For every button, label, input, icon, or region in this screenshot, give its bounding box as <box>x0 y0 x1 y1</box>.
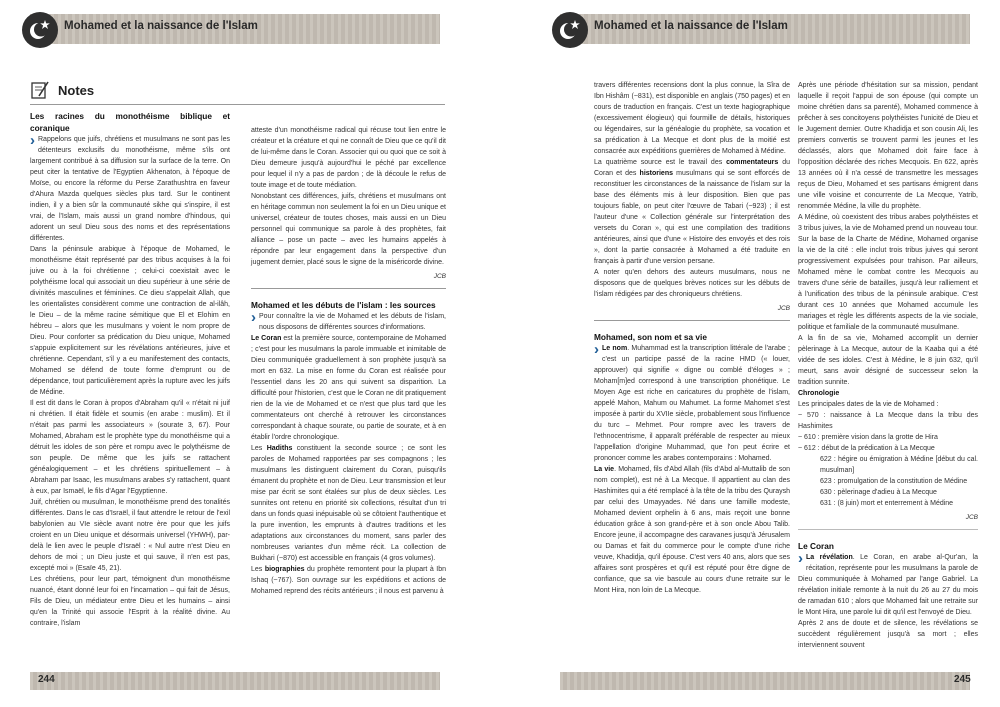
paragraph: Après une période d'hésitation sur sa mission, pendant laquelle il reçoit l'appui de son épouse (qui compte un moine chrétien dans sa parenté), Mohamed commence à prêcher à ses concitoyens polythéistes l'unicité de Dieu et le Jugement dernier. Outre Khadidja et son cousin Ali, les premiers convertis se trouvent parmi les jeunes et les déclassés, alors que Mohamed doit faire face à l'opposition déclarée des riches Mecquois. En 622, après 13 années où il n'a cessé de transmettre les messages reçus de Dieu, Mohamed et ses partisans émigrent dans une ville voisine et concurrente de La Mecque, Yatrib, renommée Médine, la ville du prophète. <box>798 82 978 210</box>
header-title: Mohamed et la naissance de l'Islam <box>64 20 258 32</box>
chronology-title: Chronologie <box>798 390 840 397</box>
list-item: ~ 570 : naissance à La Mecque dans la tribu des Hashimites <box>798 412 978 430</box>
term-bold: La révélation <box>806 554 853 561</box>
section-divider <box>251 288 446 289</box>
footer-band <box>560 672 970 690</box>
chevron-right-icon: › <box>594 341 599 358</box>
term-bold: historiens <box>639 170 673 177</box>
section-heading: Mohamed et les débuts de l'islam : les sources <box>251 300 436 310</box>
section-heading: Les racines du monothéisme biblique et coranique <box>30 111 230 133</box>
paragraph: A la fin de sa vie, Mohamed accomplit un dernier pèlerinage à La Mecque, autour de la Kaaba qui a été vidée de ses idoles. C'est à Médine, le 8 juin 632, qu'il meurt, sans avoir désigné de successeur selon la tradition sunnite. <box>798 335 978 386</box>
list-item: ~ 610 : première vision dans la grotte de Hira <box>798 434 938 441</box>
paragraph: constituent la seconde source ; ce sont les paroles de Mohamed rapportées par ses compagnons ; les musulmans les distinguent clairement du Coran, puisqu'ils émanent du prophète et non de Dieu. Leur transmission et leur mise par écrit se sont étalées sur plus de deux siècles. Les sunnites ont retenu en priorité six collections, résultat d'un tri dans un fonds quasi inépuisable où se côtoient l'authentique et la pure invention, les emprunts à d'autres traditions et les adaptations aux circonstances du moment, sans parler des nombreuses variantes d'un même récit. La collection de Bukhari (~870) est accessible en français (4 gros volumes). <box>251 445 446 562</box>
author-signature: JCB <box>777 305 790 312</box>
page-number: 245 <box>954 674 971 685</box>
section-divider <box>798 529 978 530</box>
term-bold: La vie <box>594 466 615 473</box>
paragraph: est la première source, contemporaine de Mohamed ; c'est pour les musulmans la parole immuable et inimitable de Dieu communiquée graduellement à son prophète jusqu'à sa mort en 632. La mise en forme du Coran est réalisée pour l'essentiel dans les 20 ans qui suivent sa disparition. La difficulté pour l'historien, c'est que le Coran ne dit pratiquement rien de la vie de Mohamed et ce n'est que plus tard que les commentateurs ont cherché à retrouver les circonstances correspondant à chaque sourate, ou partie de sourate, et à en établir l'ordre chronologique. <box>251 335 446 441</box>
paragraph: Les <box>251 566 265 573</box>
paragraph: du prophète remontent pour la plupart à Ibn Ishaq (~767). Son ouvrage sur les expéditions et actions de Mohamed reprend des récits antérieurs ; il nous est parvenu à <box>251 566 447 595</box>
header-title: Mohamed et la naissance de l'Islam <box>594 20 788 32</box>
left-column-2 <box>251 125 446 597</box>
paragraph: Juif, chrétien ou musulman, le monothéisme prend des tonalités différentes. Dans le cas d'Israël, il faut attendre le retour de l'exil babylonien au VIe siècle avant notre ère pour que les juifs croient en un Dieu unique et désormais universel (YHWH), par-delà le lien avec le peuple d'Israël : « Nul autre n'est Dieu en dehors de moi ; un Dieu juste et qui sauve, il n'en est pas, excepté moi » (Esaïe 45, 21). <box>30 499 230 572</box>
crescent-star-icon <box>22 12 58 48</box>
chronology-list <box>798 410 978 509</box>
page-number: 244 <box>38 674 55 685</box>
term-bold: biographies <box>264 566 305 573</box>
list-item: ~ 612 : début de la prédication à La Mecque <box>798 445 935 452</box>
chevron-right-icon: › <box>30 132 35 149</box>
paragraph: du Coran et des <box>594 159 790 177</box>
notepad-pencil-icon <box>30 80 50 100</box>
crescent-star-icon <box>552 12 588 48</box>
list-item: 631 : (8 juin) mort et enterrement à Médine <box>820 500 954 507</box>
right-column-1 <box>594 80 790 596</box>
paragraph: Pour connaître la vie de Mohamed et les débuts de l'islam, nous disposons de différentes sources d'informations. <box>259 313 446 331</box>
notes-header <box>30 80 94 100</box>
paragraph: . Mohamed, fils d'Abd Allah (fils d'Abd al-Muttalib de son nom complet), est né à La Mecque. Il appartient au clan des Hashimites qui a été remplacé à la tête de la tribu des Quraysh par celui des Umayyades. Né dans une famille modeste, Mohamed devient orphelin à 6 ans, mais reçoit une bonne éducation grâce à son grand-père et à son oncle Abou Talib. Encore jeune, il accompagne des caravanes jusqu'à Jérusalem ou Damas et fait du commerce pour le compte d'une riche veuve, Khadidja, qu'il épouse. C'est vers 40 ans, alors que ses affaires sont prospères et qu'il est réputé pour être digne de confiance, que sa vie bascule au cours d'une retraite sur le Mont Hira, non loin de La Mecque. <box>594 466 790 594</box>
chevron-right-icon: › <box>798 550 803 567</box>
author-signature: JCB <box>433 273 446 280</box>
term-bold: Hadiths <box>266 445 293 452</box>
list-item: 623 : promulgation de la constitution de Médine <box>820 478 968 485</box>
paragraph: . Muhammad est la transcription littérale de l'arabe ; c'est un participe passé de la racine HMD (« louer, approuver) qui signifie « digne ou comblé d'éloges » ; Moham[m]ed correspond à une transcription phonétique. Le Moyen Age est riche en caricatures du prophète de l'islam, appelé Mahon, Mahum ou Mahumet. La forme Mahomet s'est imposée à partir du XVIIe siècle, probablement sous l'influence du turc – Mehmet. Pour rompre avec les travers de l'ethnocentrisme, il apparaît préférable de respecter au mieux l'appellation d'origine Muhammad, que l'on peut écrire et prononcer comme les arabes contemporains : Mohamed. <box>594 345 791 462</box>
right-column-2 <box>798 80 978 651</box>
paragraph: Les principales dates de la vie de Mohamed : <box>798 401 939 408</box>
section-heading: Mohamed, son nom et sa vie <box>594 332 707 342</box>
paragraph: Nonobstant ces différences, juifs, chrétiens et musulmans ont en héritage commun non seulement la foi en un Dieu unique et universel, créateur de toutes choses, mais aussi en un Dieu personnel qui communique sa parole à des prophètes, fait alliance – pose un pacte – avec les humains appelés à répondre par leur engagement dans la perspective d'un jugement dernier, placé sous le signe de la miséricorde divine. <box>251 193 446 266</box>
term-bold: commentateurs <box>726 159 779 166</box>
notes-divider <box>30 104 445 105</box>
paragraph: A Médine, où coexistent des tribus arabes polythéistes et 3 tribus juives, la vie de Mohamed prend un nouveau tour. Sur la base de la Charte de Médine, Mohamed organise la vie de la cité : elle inclut trois tribus juives qui seront progressivement expulsées pour trahison. Par ailleurs, Mohamed mène le combat contre les Mecquois au travers d'une série de batailles, jusqu'à leur ralliement et à l'unification des tribus de la péninsule arabique. C'est durant ces 10 années que Mohamed accumule les mariages et règle les différents aspects de la vie sociale, politique et familiale de la communauté musulmane. <box>798 214 978 331</box>
paragraph: musulmans qui se sont efforcés de reconstituer les circonstances de la naissance de l'islam sur la base des éléments mis à leur disposition. Bien que pas toujours fiable, on peut citer l'œuvre de Tabari (~923) ; il est l'auteur d'une « Collection générale sur l'interprétation des versets du Coran », qui est une compilation des traditions antérieures, ainsi que d'une « Histoire des envoyés et des rois », dont la partie consacrée à Mohamed a été traduite en français à partir d'une version persane. <box>594 170 791 265</box>
author-signature: JCB <box>965 514 978 521</box>
paragraph: A noter qu'en dehors des auteurs musulmans, nous ne disposons que de quelques brèves notices sur les débuts de l'islam rédigées par des chroniqueurs chrétiens. <box>594 269 790 298</box>
left-column-1 <box>30 110 230 629</box>
term-bold: Le Coran <box>251 335 282 342</box>
paragraph: Rappelons que juifs, chrétiens et musulmans ne sont pas les détenteurs exclusifs du monothéisme, même s'ils ont largement contribué à sa diffusion sur la surface de la terre. On peut citer la tentative de l'Egyptien Akhenaton, à l'époque de Moïse, ou encore la réforme du Perse Zarathushtra en faveur d'Ahura Mazda quelques siècles plus tard. Sur le continent indien, il y a bien sûr la communauté sikhe qui s'inspire, il est vrai, de l'Islam, mais aussi un grand nombre d'hindous, qui adorent un seul Dieu sous des noms et des représentations différentes. <box>30 136 230 242</box>
paragraph: Après 2 ans de doute et de silence, les révélations se succèdent régulièrement jusqu'à sa mort ; elles interviennent souvent <box>798 620 978 649</box>
section-heading: Le Coran <box>798 541 834 551</box>
page-right <box>500 0 1000 707</box>
paragraph: atteste d'un monothéisme radical qui récuse tout lien entre le créateur et la créature et qui ne connaît de Dieu que ce qu'il dit de lui-même dans le Coran. Associer qui ou quoi que ce soit à Dieu demeure jusqu'à aujourd'hui le péché par excellence pour lequel il n'y a pas de pardon ; de là découle le refus de toute image et de toute médiation. <box>251 127 446 189</box>
section-divider <box>594 320 790 321</box>
notes-title: Notes <box>58 82 95 98</box>
paragraph: Les <box>251 445 267 452</box>
term-bold: Le nom <box>602 345 628 352</box>
paragraph: . Le Coran, en arabe al-Qur'an, la récitation, représente pour les musulmans la parole de Dieu communiquée à Mohamed par l'ange Gabriel. La révélation initiale remonte à la nuit du 26 au 27 du mois de ramadan 610 ; alors que Mohamed fait une retraite sur le Mont Hira, une parole lui dit qu'il est l'envoyé de Dieu. <box>798 554 978 616</box>
paragraph: travers différentes recensions dont la plus connue, la Sîra de Ibn Hishâm (~831), est disponible en anglais (750 pages) et en cours de traduction en français. C'est un texte hagiographique (excessivement élogieux) qui fourmille de détails, historiques ou légendaires, sur la généalogie du prophète, sa vocation et sa prédication à La Mecque et dont plus de la moitié est consacrée aux expéditions guerrières de Mohamed à Médine. <box>594 82 790 155</box>
paragraph: Les chrétiens, pour leur part, témoignent d'un monothéisme nuancé, étant donné leur foi en l'incarnation – qui fait de Jésus, Fils de Dieu, un médiateur entre Dieu et les humains – ainsi qu'en la Trinité qui associe l'Esprit à la réalité divine. Au contraire, l'islam <box>30 576 230 627</box>
paragraph: Il est dit dans le Coran à propos d'Abraham qu'il « n'était ni juif ni chrétien. Il était fidèle et soumis (en arabe : muslim). Et il n'était pas parmi les associateurs » (sourate 3, 67). Pour Mohamed, Abraham est le prophète type du monothéisme qui a détruit les idoles de son père et rompu avec le polythéisme de son peuple. De même que les juifs se rattachent généalogiquement – et les chrétiens spirituellement – à Abraham par Isaac, les musulmans arabes s'y rattachent, quant à eux, par Ismaël, le fils d'Agar l'Egyptienne. <box>30 400 230 495</box>
footer-band <box>30 672 440 690</box>
list-item: 630 : pèlerinage d'adieu à La Mecque <box>820 489 937 496</box>
paragraph: La quatrième source est le travail des <box>594 159 727 166</box>
paragraph: Dans la péninsule arabique à l'époque de Mohamed, le monothéisme était représenté par des tribus acquises à la foi juive ou à la foi chrétienne ; celui-ci coexistait avec le polythéisme local qui associait un dieu supérieur à une série de divinités masculines et féminines. Ce dieu s'appelait Allah, que les orientalistes considèrent comme une contraction de al-ilâh, le Dieu – de la même racine sémitique que El et Elohim en hébreu – alors que les musulmans y voient le nom propre de Dieu. Pour conforter sa prédication du Dieu unique, Mohamed s'appuie explicitement sur les révélations antérieures, juive et chrétienne. Cependant, s'il y a eu manifestement des contacts, Mohamed se défend de toute forme d'emprunt ou de dépendance, tout particulièrement après la rupture avec les juifs de Médine. <box>30 246 230 396</box>
chevron-right-icon: › <box>251 309 256 326</box>
list-item: 622 : hégire ou émigration à Médine [début du cal. musulman] <box>820 456 978 474</box>
